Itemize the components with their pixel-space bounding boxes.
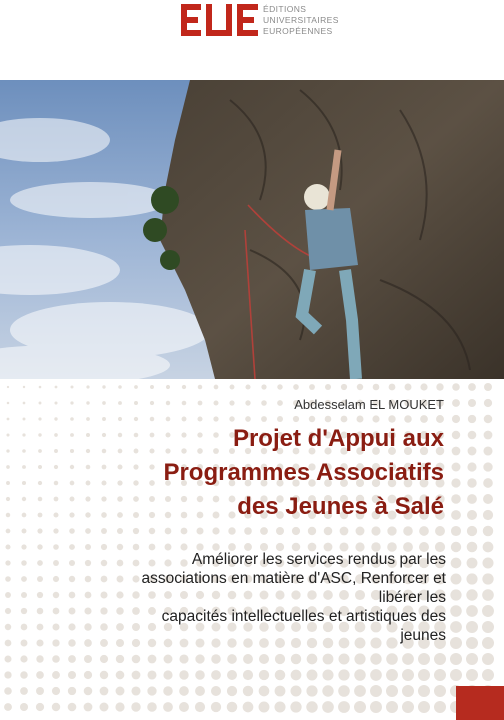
pattern-dot <box>451 526 461 536</box>
pattern-dot <box>467 462 476 471</box>
book-subtitle <box>26 550 446 645</box>
pattern-dot <box>482 589 494 601</box>
pattern-dot <box>245 416 251 422</box>
pattern-dot <box>322 669 333 680</box>
pattern-dot <box>386 653 398 665</box>
pattern-dot <box>482 637 494 649</box>
pattern-dot <box>71 386 74 389</box>
pattern-dot <box>308 527 316 535</box>
pattern-dot <box>450 589 461 600</box>
pattern-dot <box>387 526 396 535</box>
publisher-header <box>0 0 504 80</box>
pattern-dot <box>309 384 315 390</box>
pattern-dot <box>198 385 203 390</box>
pattern-dot <box>482 653 494 665</box>
pattern-dot <box>323 654 334 665</box>
pattern-dot <box>165 528 172 535</box>
pattern-dot <box>450 653 462 665</box>
pattern-dot <box>484 415 493 424</box>
pattern-dot <box>53 544 59 550</box>
pattern-dot <box>467 478 476 487</box>
pattern-dot <box>6 449 9 452</box>
pattern-dot <box>243 670 253 680</box>
pattern-dot <box>102 401 106 405</box>
pattern-dot <box>230 385 235 390</box>
pattern-dot <box>483 478 493 488</box>
pattern-dot <box>243 702 254 713</box>
pattern-dot <box>482 621 494 633</box>
pattern-dot <box>466 589 477 600</box>
pattern-dot <box>36 671 44 679</box>
pattern-dot <box>483 542 494 553</box>
pattern-dot <box>338 701 350 713</box>
book-title <box>14 422 444 524</box>
pattern-dot <box>69 528 75 534</box>
subtitle-line: capacités intellectuelles et artistiques des <box>161 608 446 625</box>
pattern-dot <box>467 542 478 553</box>
pattern-dot <box>451 478 460 487</box>
pattern-dot <box>467 494 477 504</box>
pattern-dot <box>68 687 76 695</box>
pattern-dot <box>418 653 430 665</box>
pattern-dot <box>227 654 237 664</box>
pattern-dot <box>290 701 301 712</box>
pattern-dot <box>36 703 44 711</box>
pattern-dot <box>195 654 204 663</box>
pattern-dot <box>468 399 476 407</box>
pattern-dot <box>275 686 286 697</box>
pattern-dot <box>6 513 10 517</box>
pattern-dot <box>357 384 363 390</box>
pattern-dot <box>402 653 414 665</box>
pattern-dot <box>418 685 430 697</box>
logo-letter-e-left <box>181 4 201 36</box>
cover-photo <box>0 80 504 379</box>
pattern-dot <box>179 686 189 696</box>
pattern-dot <box>100 655 108 663</box>
pattern-dot <box>483 462 492 471</box>
pattern-dot <box>211 702 221 712</box>
pattern-dot <box>163 670 172 679</box>
pattern-dot <box>21 544 26 549</box>
pattern-dot <box>451 542 461 552</box>
pattern-dot <box>418 701 430 713</box>
pattern-dot <box>36 687 44 695</box>
pattern-dot <box>354 653 365 664</box>
pattern-dot <box>452 463 461 472</box>
pattern-dot <box>419 526 429 536</box>
pattern-dot <box>452 431 460 439</box>
pattern-dot <box>483 510 493 520</box>
pattern-dot <box>211 654 221 664</box>
pattern-dot <box>354 685 366 697</box>
pattern-dot <box>150 385 154 389</box>
pattern-dot <box>213 416 218 421</box>
pattern-dot <box>4 671 11 678</box>
pattern-dot <box>436 383 443 390</box>
pattern-dot <box>7 386 9 388</box>
pattern-dot <box>482 573 493 584</box>
pattern-dot <box>115 702 124 711</box>
pattern-dot <box>164 655 173 664</box>
pattern-dot <box>54 401 57 404</box>
pattern-dot <box>405 384 412 391</box>
pattern-dot <box>340 527 349 536</box>
pattern-dot <box>195 686 205 696</box>
pattern-dot <box>5 592 11 598</box>
pattern-dot <box>6 481 10 485</box>
pattern-dot <box>451 510 461 520</box>
pattern-dot <box>227 686 237 696</box>
pattern-dot <box>20 687 28 695</box>
pattern-dot <box>434 685 446 697</box>
pattern-dot <box>482 669 494 681</box>
pattern-dot <box>116 655 124 663</box>
pattern-dot <box>338 653 349 664</box>
eue-logo <box>180 2 260 38</box>
pattern-dot <box>100 687 109 696</box>
pattern-dot <box>451 558 462 569</box>
pattern-dot <box>36 655 43 662</box>
pattern-dot <box>195 702 205 712</box>
pattern-dot <box>116 687 125 696</box>
red-corner-block <box>456 686 504 720</box>
pattern-dot <box>370 669 382 681</box>
pattern-dot <box>134 417 138 421</box>
pattern-dot <box>84 703 93 712</box>
publisher-line: ÉDITIONS <box>263 4 307 14</box>
pattern-dot <box>466 573 477 584</box>
pattern-dot <box>466 637 478 649</box>
pattern-dot <box>100 703 109 712</box>
pattern-dot <box>132 655 141 664</box>
pattern-dot <box>147 670 156 679</box>
pattern-dot <box>68 655 76 663</box>
pattern-dot <box>7 402 10 405</box>
pattern-dot <box>466 621 478 633</box>
pattern-dot <box>23 418 26 421</box>
pattern-dot <box>131 686 140 695</box>
pattern-dot <box>147 686 156 695</box>
pattern-dot <box>452 415 460 423</box>
pattern-dot <box>274 701 285 712</box>
pattern-dot <box>132 671 141 680</box>
pattern-dot <box>324 527 333 536</box>
pattern-dot <box>370 701 382 713</box>
pattern-dot <box>182 401 187 406</box>
subtitle-line: Améliorer les services rendus par les <box>191 551 446 568</box>
pattern-dot <box>420 383 427 390</box>
pattern-dot <box>7 418 10 421</box>
pattern-dot <box>259 670 269 680</box>
pattern-dot <box>20 655 27 662</box>
pattern-dot <box>4 703 12 711</box>
pattern-dot <box>261 384 266 389</box>
pattern-dot <box>6 529 11 534</box>
pattern-dot <box>5 544 10 549</box>
publisher-line: UNIVERSITAIRES <box>263 15 339 25</box>
pattern-dot <box>434 701 446 713</box>
pattern-dot <box>338 685 350 697</box>
pattern-dot <box>434 653 446 665</box>
pattern-dot <box>306 685 317 696</box>
subtitle-line: libérer les <box>378 589 446 606</box>
pattern-dot <box>102 417 106 421</box>
pattern-dot <box>23 386 25 388</box>
pattern-dot <box>484 399 492 407</box>
pattern-dot <box>20 703 28 711</box>
subtitle-line: associations en matière d'ASC, Renforcer et <box>141 570 446 587</box>
pattern-dot <box>147 702 157 712</box>
pattern-dot <box>227 670 237 680</box>
pattern-dot <box>354 669 366 681</box>
pattern-dot <box>211 670 221 680</box>
pattern-dot <box>84 687 93 696</box>
pattern-dot <box>70 417 74 421</box>
pattern-dot <box>402 685 414 697</box>
pattern-dot <box>5 560 10 565</box>
subtitle-line: jeunes <box>400 627 446 644</box>
pattern-dot <box>386 669 398 681</box>
pattern-dot <box>386 701 398 713</box>
pattern-dot <box>418 669 430 681</box>
pattern-dot <box>68 671 76 679</box>
pattern-dot <box>261 400 267 406</box>
pattern-dot <box>259 654 269 664</box>
pattern-dot <box>84 671 92 679</box>
pattern-dot <box>86 417 90 421</box>
pattern-dot <box>20 671 28 679</box>
pattern-dot <box>307 654 318 665</box>
pattern-dot <box>468 415 476 423</box>
pattern-dot <box>338 669 349 680</box>
pattern-dot <box>116 671 125 680</box>
pattern-dot <box>322 701 334 713</box>
pattern-dot <box>371 526 380 535</box>
pattern-dot <box>54 417 57 420</box>
pattern-dot <box>163 702 173 712</box>
pattern-dot <box>482 557 493 568</box>
pattern-dot <box>133 528 139 534</box>
pattern-dot <box>466 669 478 681</box>
pattern-dot <box>211 686 221 696</box>
pattern-dot <box>179 654 188 663</box>
pattern-dot <box>53 528 58 533</box>
pattern-dot <box>483 446 492 455</box>
pattern-dot <box>150 417 155 422</box>
pattern-dot <box>52 671 60 679</box>
title-line: Projet d'Appui aux <box>232 425 444 452</box>
pattern-dot <box>467 526 477 536</box>
pattern-dot <box>259 686 270 697</box>
pattern-dot <box>86 385 89 388</box>
pattern-dot <box>389 384 396 391</box>
pattern-dot <box>451 494 461 504</box>
pattern-dot <box>307 670 318 681</box>
pattern-dot <box>468 447 477 456</box>
pattern-dot <box>6 465 10 469</box>
pattern-dot <box>275 670 286 681</box>
author-name: Abdesselam EL MOUKET <box>294 397 444 412</box>
pattern-dot <box>5 608 11 614</box>
pattern-dot <box>23 402 26 405</box>
pattern-dot <box>101 528 107 534</box>
pattern-dot <box>245 384 250 389</box>
pattern-dot <box>450 669 462 681</box>
pattern-dot <box>276 527 284 535</box>
pattern-dot <box>86 401 89 404</box>
pattern-dot <box>39 402 42 405</box>
pattern-dot <box>275 654 285 664</box>
pattern-dot <box>37 544 42 549</box>
pattern-dot <box>38 417 41 420</box>
pattern-dot <box>5 624 11 630</box>
pattern-dot <box>483 494 493 504</box>
pattern-dot <box>163 686 172 695</box>
pattern-dot <box>6 433 9 436</box>
pattern-dot <box>227 702 238 713</box>
pattern-dot <box>325 384 331 390</box>
pattern-dot <box>39 386 42 389</box>
pattern-dot <box>483 526 493 536</box>
pattern-dot <box>484 383 492 391</box>
pattern-dot <box>52 655 60 663</box>
pattern-dot <box>214 401 219 406</box>
pattern-dot <box>4 687 12 695</box>
pattern-dot <box>70 401 73 404</box>
pattern-dot <box>229 400 234 405</box>
publisher-name <box>263 4 403 37</box>
pattern-dot <box>52 687 60 695</box>
pattern-dot <box>181 528 188 535</box>
pattern-dot <box>370 653 381 664</box>
pattern-dot <box>68 703 77 712</box>
pattern-dot <box>292 527 300 535</box>
pattern-dot <box>434 669 446 681</box>
pattern-dot <box>277 384 282 389</box>
pattern-dot <box>466 605 478 617</box>
pattern-dot <box>212 527 219 534</box>
title-line: des Jeunes à Salé <box>237 493 444 520</box>
pattern-dot <box>291 654 301 664</box>
pattern-dot <box>260 527 268 535</box>
pattern-dot <box>134 385 138 389</box>
title-line: Programmes Associatifs <box>163 459 444 486</box>
pattern-dot <box>117 528 123 534</box>
pattern-dot <box>179 702 189 712</box>
pattern-dot <box>6 497 10 501</box>
pattern-dot <box>293 384 299 390</box>
pattern-dot <box>484 431 493 440</box>
pattern-dot <box>322 685 333 696</box>
pattern-dot <box>306 701 317 712</box>
pattern-dot <box>290 685 301 696</box>
pattern-dot <box>131 702 140 711</box>
pattern-dot <box>118 385 122 389</box>
pattern-dot <box>450 637 462 649</box>
pattern-dot <box>452 383 460 391</box>
pattern-dot <box>467 510 477 520</box>
pattern-dot <box>403 526 413 536</box>
pattern-dot <box>5 640 12 647</box>
pattern-dot <box>450 621 462 633</box>
pattern-dot <box>259 702 270 713</box>
pattern-dot <box>118 417 122 421</box>
pattern-dot <box>373 384 380 391</box>
pattern-dot <box>195 670 205 680</box>
pattern-dot <box>198 401 203 406</box>
pattern-dot <box>118 401 122 405</box>
pattern-dot <box>435 526 445 536</box>
pattern-dot <box>277 400 283 406</box>
pattern-dot <box>179 670 188 679</box>
pattern-dot <box>482 605 494 617</box>
pattern-dot <box>214 385 219 390</box>
pattern-dot <box>245 400 250 405</box>
pattern-dot <box>291 670 302 681</box>
pattern-dot <box>182 417 187 422</box>
pattern-dot <box>197 416 202 421</box>
pattern-dot <box>100 671 108 679</box>
pattern-dot <box>182 385 186 389</box>
pattern-dot <box>84 655 92 663</box>
publisher-line: EUROPÉENNES <box>263 26 333 36</box>
pattern-dot <box>85 528 91 534</box>
pattern-dot <box>228 527 235 534</box>
pattern-dot <box>150 401 154 405</box>
pattern-dot <box>5 576 11 582</box>
pattern-dot <box>243 654 253 664</box>
pattern-dot <box>452 447 461 456</box>
pattern-dot <box>402 669 414 681</box>
pattern-dot <box>52 703 60 711</box>
pattern-dot <box>450 605 462 617</box>
pattern-dot <box>134 401 138 405</box>
pattern-dot <box>467 558 478 569</box>
pattern-dot <box>22 529 27 534</box>
pattern-dot <box>229 416 234 421</box>
pattern-dot <box>55 386 58 389</box>
pattern-dot <box>148 655 157 664</box>
pattern-dot <box>466 653 478 665</box>
pattern-dot <box>4 655 11 662</box>
pattern-dot <box>102 385 105 388</box>
pattern-dot <box>468 431 477 440</box>
pattern-dot <box>196 527 203 534</box>
pattern-dot <box>451 574 462 585</box>
pattern-dot <box>402 701 414 713</box>
pattern-dot <box>356 527 365 536</box>
pattern-dot <box>468 383 476 391</box>
pattern-dot <box>370 685 382 697</box>
pattern-dot <box>37 528 42 533</box>
pattern-dot <box>452 399 460 407</box>
pattern-dot <box>166 401 170 405</box>
pattern-dot <box>166 417 171 422</box>
pattern-dot <box>341 384 347 390</box>
pattern-dot <box>243 686 253 696</box>
pattern-dot <box>244 527 252 535</box>
pattern-dot <box>166 385 170 389</box>
pattern-dot <box>149 528 155 534</box>
pattern-dot <box>386 685 398 697</box>
pattern-dot <box>354 701 366 713</box>
